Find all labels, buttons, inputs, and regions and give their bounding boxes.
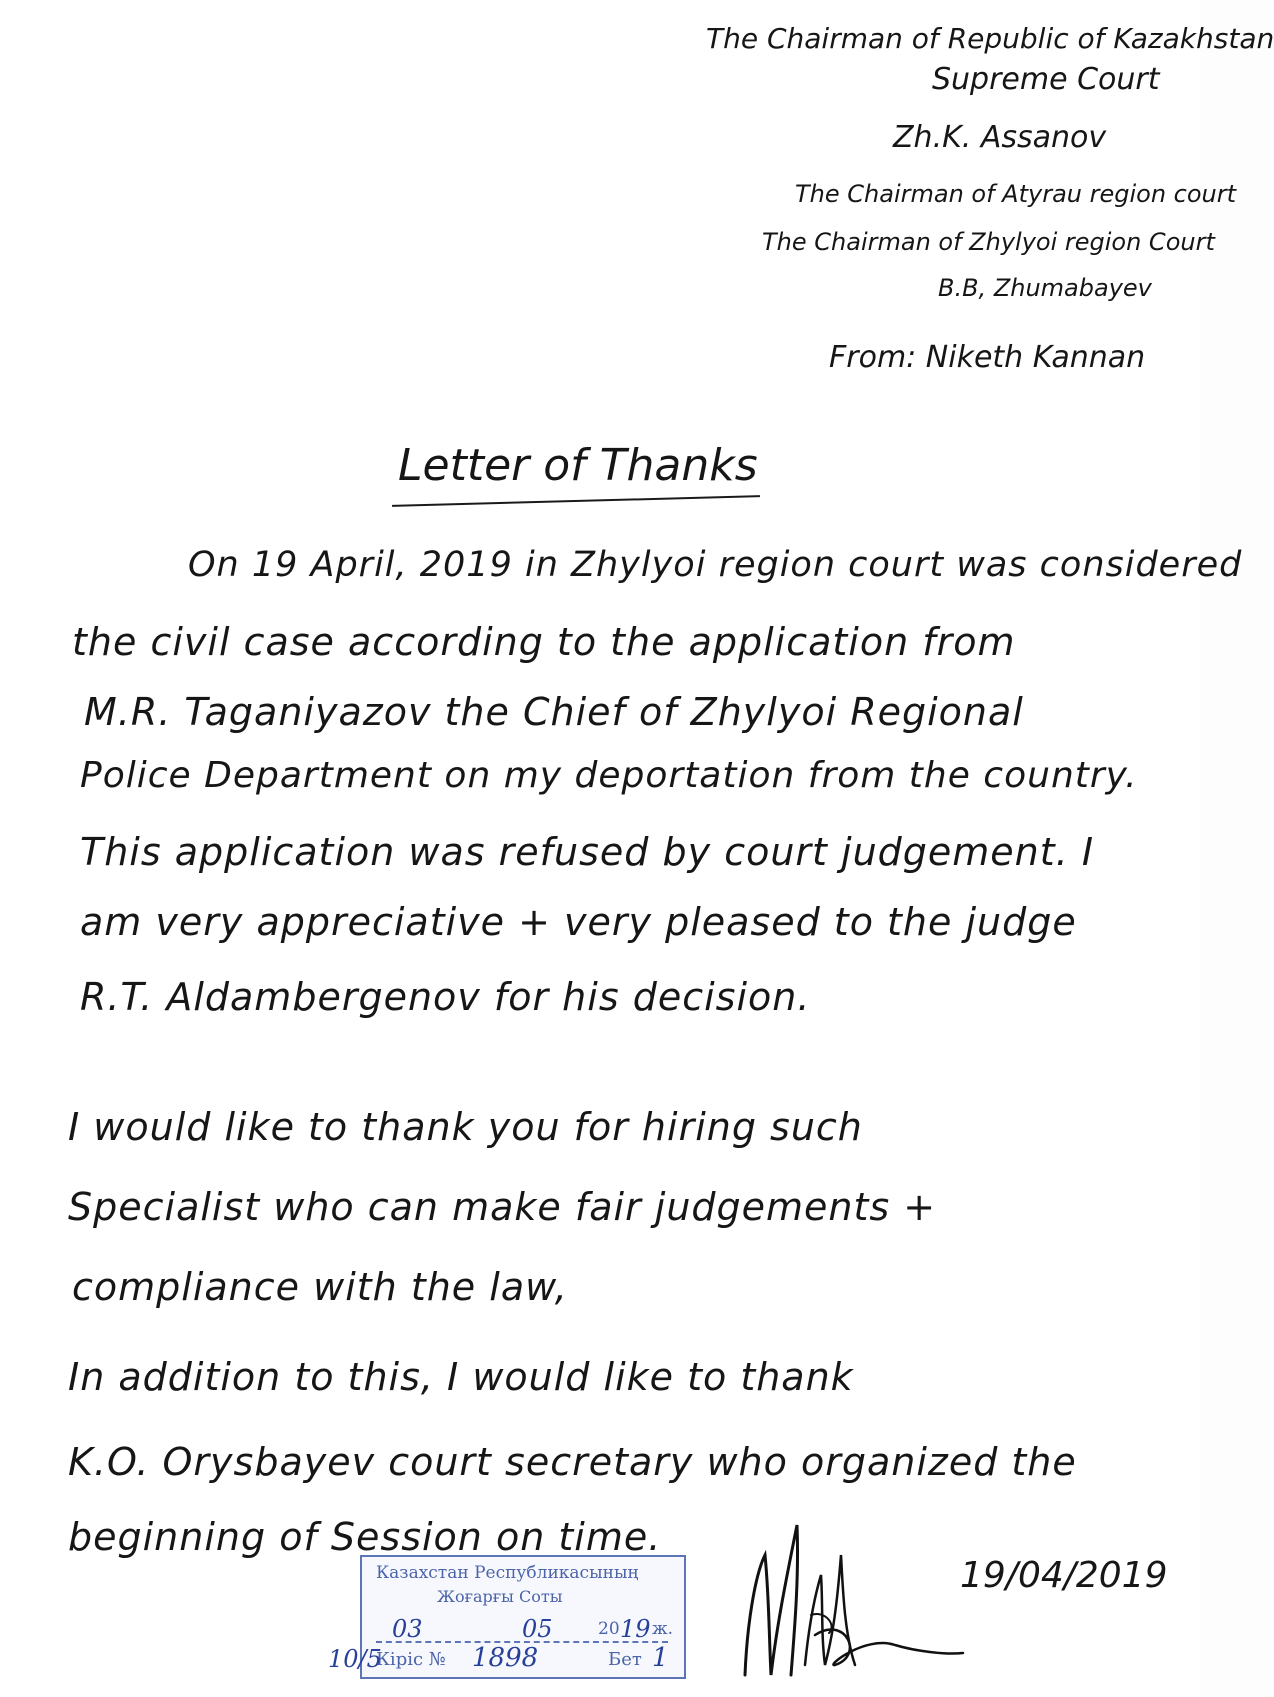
body-line: the civil case according to the application from xyxy=(72,620,1016,664)
body-line: M.R. Taganiyazov the Chief of Zhylyoi Regional xyxy=(84,690,1024,734)
stamp-year-prefix: 20 xyxy=(598,1619,620,1639)
sender-line: From: Niketh Kannan xyxy=(829,340,1146,375)
stamp-court-name: Казахстан Республикасының xyxy=(376,1563,639,1583)
stamp-day: 03 xyxy=(392,1615,423,1643)
letter-title: Letter of Thanks xyxy=(398,440,758,491)
body-line: This application was refused by court judgement. I xyxy=(80,830,1095,874)
addressee-line-5: The Chairman of Zhylyoi region Court xyxy=(762,228,1215,256)
handwritten-signature xyxy=(725,1515,965,1685)
stamp-year-unit: ж. xyxy=(652,1619,674,1639)
addressee-line-1: The Chairman of Republic of Kazakhstan xyxy=(706,22,1274,55)
stamp-side-note: 10/5 xyxy=(328,1645,382,1673)
stamp-page-label: Бет xyxy=(608,1649,642,1670)
body-line: compliance with the law, xyxy=(72,1265,568,1309)
addressee-line-4: The Chairman of Atyrau region court xyxy=(795,180,1237,208)
addressee-line-2: Supreme Court xyxy=(932,62,1160,97)
body-line: am very appreciative + very pleased to the judge xyxy=(80,900,1077,944)
body-line: In addition to this, I would like to thank xyxy=(68,1355,854,1399)
addressee-line-3: Zh.K. Assanov xyxy=(893,120,1107,155)
title-underline xyxy=(392,495,760,507)
body-line: I would like to thank you for hiring such xyxy=(68,1105,863,1149)
body-line: beginning of Session on time. xyxy=(68,1515,662,1559)
signature-date: 19/04/2019 xyxy=(960,1555,1168,1596)
stamp-court-subtitle: Жоғарғы Соты xyxy=(437,1587,563,1606)
stamp-year-suffix: 19 xyxy=(620,1615,651,1643)
body-line: Police Department on my deportation from the country. xyxy=(80,755,1138,796)
stamp-reg-number: 1898 xyxy=(472,1643,539,1673)
registration-stamp xyxy=(360,1555,686,1679)
stamp-reg-label: Кіріс № xyxy=(376,1649,446,1670)
body-line: K.O. Orysbayev court secretary who organized the xyxy=(68,1440,1077,1484)
body-line: Specialist who can make fair judgements + xyxy=(68,1185,937,1229)
body-line: R.T. Aldambergenov for his decision. xyxy=(80,975,811,1019)
addressee-line-6: B.B, Zhumabayev xyxy=(938,274,1152,302)
body-line: On 19 April, 2019 in Zhylyoi region court was considered xyxy=(188,545,1243,585)
stamp-page-number: 1 xyxy=(652,1643,669,1673)
stamp-month: 05 xyxy=(522,1615,553,1643)
